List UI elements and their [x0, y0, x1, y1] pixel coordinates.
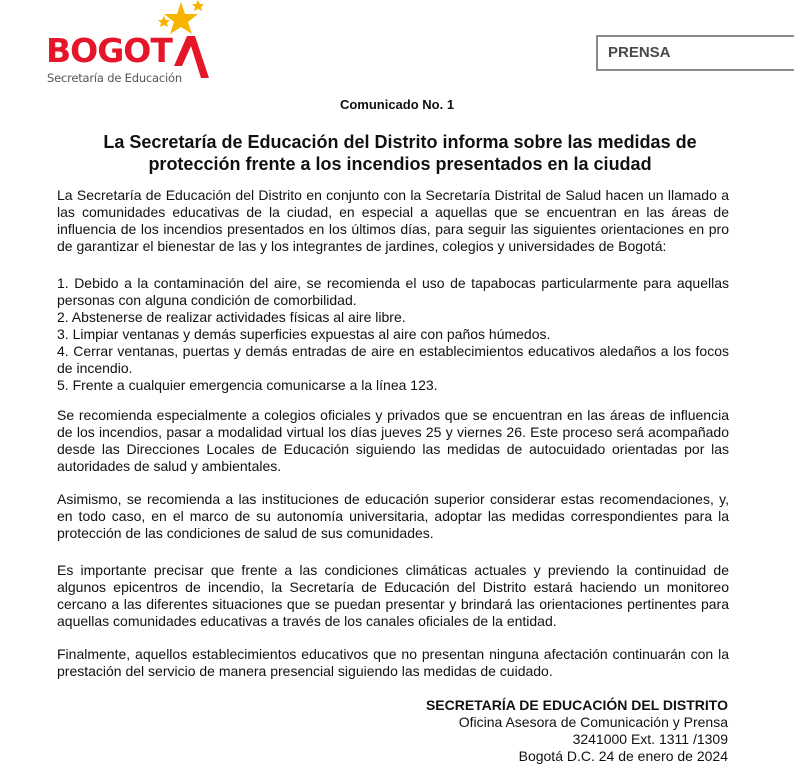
signature-block	[426, 697, 728, 765]
logo-subtitle: Secretaría de Educación	[47, 71, 182, 85]
small-star-icon	[158, 16, 170, 27]
prensa-label: PRENSA	[608, 44, 671, 61]
list-item: 2. Abstenerse de realizar actividades físicas al aire libre.	[57, 309, 406, 325]
list-item: 3. Limpiar ventanas y demás superficies expuestas al aire con paños húmedos.	[57, 326, 551, 342]
paragraph-text: Finalmente, aquellos establecimientos educativos que no presentan ninguna afectación continuarán con la prestación del servicio de manera presencial siguiendo las medidas de cuidado.	[57, 646, 729, 679]
paragraph-monitoring	[57, 562, 729, 630]
prensa-label-box	[596, 35, 794, 71]
list-item: 4. Cerrar ventanas, puertas y demás entradas de aire en establecimientos educativos aledaños a los focos de incendio.	[57, 343, 729, 376]
small-star-icon	[192, 0, 204, 11]
document-title: La Secretaría de Educación del Distrito informa sobre las medidas de protección frente a los incendios presentados en la ciudad	[103, 132, 697, 174]
paragraph-text: Se recomienda especialmente a colegios oficiales y privados que se encuentran en las áreas de influencia de los incendios, pasar a modalidad virtual los días jueves 25 y viernes 26. Este proceso será acompañado desde las Direcciones Locales de Educación siguiendo las medidas de autocuidado orientadas por las autoridades de salud y ambientales.	[57, 407, 729, 474]
paragraph-higher-education	[57, 491, 729, 542]
large-star-icon	[164, 2, 198, 34]
paragraph-virtual-mode	[57, 407, 729, 475]
intro-paragraph	[57, 187, 729, 255]
signature-office: Oficina Asesora de Comunicación y Prensa	[458, 714, 728, 730]
bogota-logo	[46, 0, 216, 90]
signature-organization: SECRETARÍA DE EDUCACIÓN DEL DISTRITO	[425, 697, 728, 713]
signature-phone: 3241000 Ext. 1311 /1309	[572, 731, 728, 747]
signature-place-date: Bogotá D.C. 24 de enero de 2024	[518, 748, 728, 764]
intro-text: La Secretaría de Educación del Distrito en conjunto con la Secretaría Distrital de Salud hacen un llamado a las comunidades educativas de la ciudad, en especial a aquellas que se encuentran en las áreas de influencia de los incendios presentados en los últimos días, para seguir las siguientes orientaciones en pro de garantizar el bienestar de las y los integrantes de jardines, colegios y universidades de Bogotá:	[57, 187, 729, 254]
document-number: Comunicado No. 1	[339, 97, 455, 112]
recommendations-list	[57, 275, 729, 394]
list-item: 1. Debido a la contaminación del aire, se recomienda el uso de tapabocas particularmente para aquellas personas con alguna condición de comorbilidad.	[57, 275, 729, 308]
paragraph-closing	[57, 646, 729, 680]
logo-wordmark: BOGOT	[46, 31, 172, 70]
paragraph-text: Es importante precisar que frente a las condiciones climáticas actuales y previendo la continuidad de algunos epicentros de incendio, la Secretaría de Educación del Distrito estará haciendo un monitoreo cercano a las diferentes situaciones que se puedan presentar y brindará las orientaciones pertinentes para aquellas comunidades educativas a través de los canales oficiales de la entidad.	[57, 562, 729, 629]
list-item: 5. Frente a cualquier emergencia comunicarse a la línea 123.	[57, 377, 438, 393]
paragraph-text: Asimismo, se recomienda a las instituciones de educación superior considerar estas recomendaciones, y, en todo caso, en el marco de su autonomía universitaria, adoptar las medidas correspondientes para la protección de las condiciones de salud de sus comunidades.	[57, 491, 729, 541]
